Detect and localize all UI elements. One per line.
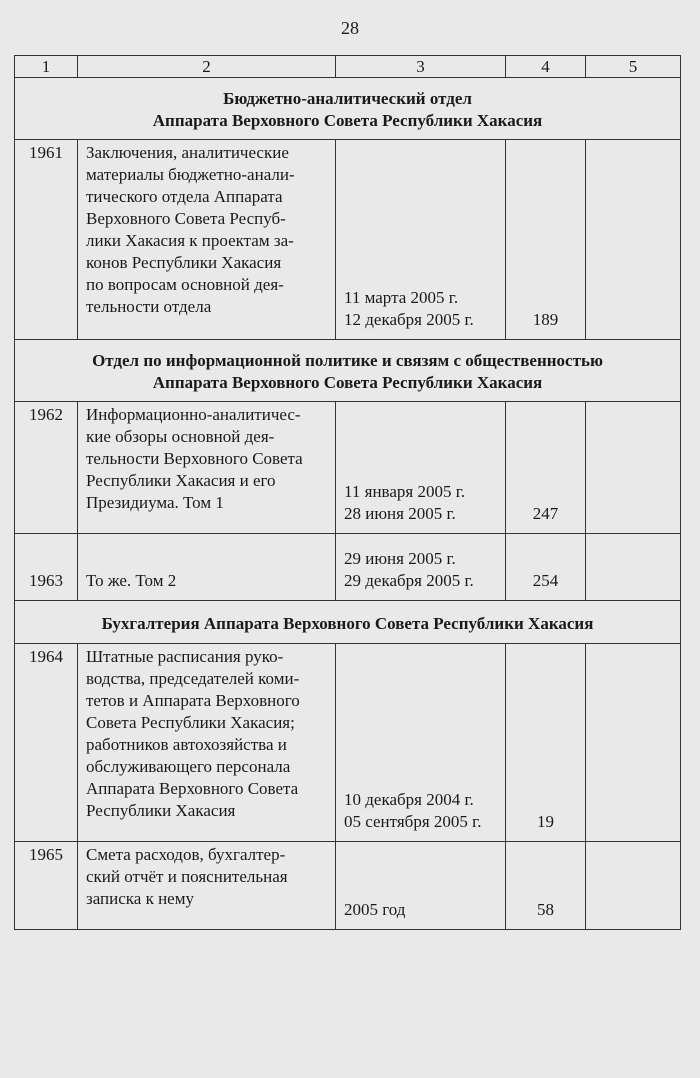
date-line: 05 сентября 2005 г.	[344, 812, 482, 831]
inventory-table	[14, 55, 681, 930]
column-number: 2	[78, 56, 336, 78]
record-number: 1961	[15, 140, 78, 340]
title-line: Штатные расписания руко-	[86, 647, 284, 666]
title-line: кие обзоры основной дея-	[86, 427, 275, 446]
record-title	[78, 644, 336, 842]
title-line: тического отдела Аппарата	[86, 187, 283, 206]
table-row	[15, 140, 681, 340]
record-number: 1964	[15, 644, 78, 842]
record-notes	[586, 842, 681, 930]
page-number: 28	[341, 18, 359, 38]
record-number: 1962	[15, 402, 78, 534]
title-line: работников автохозяйства и	[86, 735, 287, 754]
title-line: материалы бюджетно-анали-	[86, 165, 295, 184]
column-number: 1	[15, 56, 78, 78]
date-line: 11 марта 2005 г.	[344, 288, 459, 307]
title-line: тетов и Аппарата Верховного	[86, 691, 300, 710]
section-heading-line: Аппарата Верховного Совета Республики Хакасия	[152, 373, 543, 392]
record-dates	[336, 140, 506, 340]
record-notes	[586, 402, 681, 534]
record-notes	[586, 534, 681, 601]
title-line: обслуживающего персонала	[86, 757, 291, 776]
record-title	[78, 140, 336, 340]
column-number: 3	[336, 56, 506, 78]
date-line: 29 июня 2005 г.	[344, 549, 456, 568]
section-heading-row	[15, 601, 681, 644]
section-heading	[15, 340, 681, 402]
date-line: 28 июня 2005 г.	[344, 504, 456, 523]
record-dates	[336, 534, 506, 601]
title-line: Верховного Совета Респуб-	[86, 209, 286, 228]
record-sheets: 19	[506, 644, 586, 842]
date-line: 29 декабря 2005 г.	[344, 571, 474, 590]
section-heading	[15, 78, 681, 140]
title-line: водства, председателей коми-	[86, 669, 300, 688]
record-dates	[336, 644, 506, 842]
section-heading-line: Бюджетно-аналитический отдел	[223, 89, 472, 108]
record-sheets: 189	[506, 140, 586, 340]
record-notes	[586, 644, 681, 842]
section-heading-line: Аппарата Верховного Совета Республики Хакасия	[152, 111, 543, 130]
title-line: Республики Хакасия и его	[86, 471, 276, 490]
title-line: Президиума. Том 1	[86, 493, 224, 512]
section-heading	[15, 601, 681, 644]
record-sheets: 254	[506, 534, 586, 601]
table-row	[15, 644, 681, 842]
title-line: по вопросам основной дея-	[86, 275, 284, 294]
title-line: тельности Верховного Совета	[86, 449, 303, 468]
title-line: лики Хакасия к проектам за-	[86, 231, 294, 250]
date-line: 12 декабря 2005 г.	[344, 310, 474, 329]
section-heading-row	[15, 78, 681, 140]
table-row	[15, 402, 681, 534]
column-number-row	[15, 56, 681, 78]
title-line: тельности отдела	[86, 297, 212, 316]
record-title	[78, 402, 336, 534]
table-row	[15, 842, 681, 930]
title-line: Смета расходов, бухгалтер-	[86, 845, 286, 864]
table-row	[15, 534, 681, 601]
section-heading-line: Отдел по информационной политике и связям с общественностью	[92, 351, 603, 370]
record-title	[78, 534, 336, 601]
title-line: конов Республики Хакасия	[86, 253, 282, 272]
title-line: Республики Хакасия	[86, 801, 236, 820]
record-dates	[336, 402, 506, 534]
title-line: Аппарата Верховного Совета	[86, 779, 299, 798]
title-line: записка к нему	[86, 889, 194, 908]
record-number: 1963	[15, 534, 78, 601]
record-number: 1965	[15, 842, 78, 930]
section-heading-row	[15, 340, 681, 402]
record-title	[78, 842, 336, 930]
title-line: ский отчёт и пояснительная	[86, 867, 288, 886]
title-line: То же. Том 2	[86, 571, 177, 590]
column-number: 4	[506, 56, 586, 78]
record-sheets: 247	[506, 402, 586, 534]
record-sheets: 58	[506, 842, 586, 930]
record-dates	[336, 842, 506, 930]
title-line: Заключения, аналитические	[86, 143, 289, 162]
date-line: 10 декабря 2004 г.	[344, 790, 474, 809]
date-line: 2005 год	[344, 900, 406, 919]
record-notes	[586, 140, 681, 340]
date-line: 11 января 2005 г.	[344, 482, 466, 501]
title-line: Совета Республики Хакасия;	[86, 713, 295, 732]
column-number: 5	[586, 56, 681, 78]
title-line: Информационно-аналитичес-	[86, 405, 301, 424]
section-heading-line: Бухгалтерия Аппарата Верховного Совета Республики Хакасия	[101, 614, 594, 633]
